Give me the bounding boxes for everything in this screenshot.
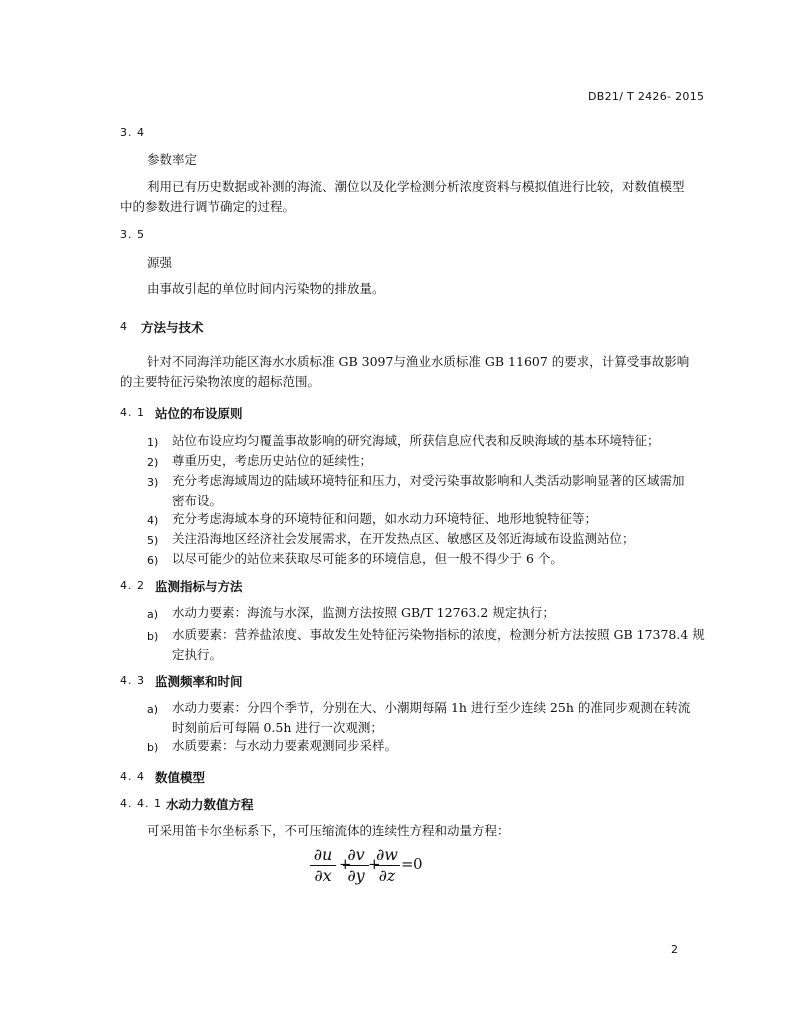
definition-text-line1: 利用已有历史数据或补测的海流、潮位以及化学检测分析浓度资料与模拟值进行比较，对数值模型 [147, 179, 685, 194]
document-code: DB21/ T 2426- 2015 [588, 90, 705, 103]
page-number: 2 [671, 943, 678, 956]
list-item: 水动力要素：分四个季节，分别在大、小潮期每隔 1h 进行至少连续 25h 的准同步观测在转流 [172, 700, 691, 715]
numerator: ∂u [313, 845, 333, 864]
clause-number-3-4: 3. 4 [120, 126, 145, 139]
list-marker: b) [147, 741, 159, 754]
section-title: 监测频率和时间 [155, 674, 243, 689]
list-item: 尊重历史，考虑历史站位的延续性； [172, 453, 373, 468]
clause-number-4: 4 [120, 320, 128, 333]
list-item-continuation: 定执行。 [172, 647, 223, 662]
section-title: 数值模型 [155, 770, 206, 785]
clause-number-3-5: 3. 5 [120, 228, 145, 241]
list-item: 水质要素：与水动力要素观测同步采样。 [172, 738, 398, 753]
term-heading: 参数率定 [147, 152, 198, 167]
list-marker: b) [147, 630, 159, 643]
fraction-bar [310, 865, 336, 866]
list-item-continuation: 时刻前后可每隔 0.5h 进行一次观测； [172, 720, 383, 735]
definition-text-line2: 中的参数进行调节确定的过程。 [120, 199, 296, 214]
numerator: ∂w [376, 845, 398, 864]
list-item: 站位布设应均匀覆盖事故影响的研究海域，所获信息应代表和反映海域的基本环境特征； [172, 433, 660, 448]
paragraph-line1: 针对不同海洋功能区海水水质标准 GB 3097与渔业水质标准 GB 11607 的要求，计算受事故影响 [147, 354, 690, 369]
fraction-du-dx [308, 846, 338, 885]
fraction-dv-dy [341, 846, 371, 885]
list-item: 水质要素：营养盐浓度、事故发生处特征污染物指标的浓度，检测分析方法按照 GB 17378.4 规 [172, 627, 705, 642]
list-marker: 4) [147, 514, 159, 527]
clause-number-4-2: 4. 2 [120, 579, 145, 592]
section-title: 水动力数值方程 [166, 797, 254, 812]
paragraph-line2: 的主要特征污染物浓度的超标范围。 [120, 374, 321, 389]
fraction-bar [343, 865, 369, 866]
list-marker: 2) [147, 456, 159, 469]
list-marker: 1) [147, 436, 159, 449]
list-item: 充分考虑海域周边的陆域环境特征和压力，对受污染事故影响和人类活动影响显著的区域需加 [172, 473, 685, 488]
clause-number-4-4-1: 4. 4. 1 [120, 797, 162, 810]
fraction-bar [374, 865, 400, 866]
clause-number-4-4: 4. 4 [120, 770, 145, 783]
section-title: 监测指标与方法 [155, 579, 243, 594]
list-item: 以尽可能少的站位来获取尽可能多的环境信息，但一般不得少于 6 个。 [172, 551, 563, 566]
denominator: ∂z [378, 866, 396, 885]
equation-rhs: 0 [413, 855, 423, 873]
fraction-dw-dz [372, 846, 402, 885]
numerator: ∂v [347, 845, 365, 864]
list-marker: a) [147, 608, 159, 621]
definition-text: 由事故引起的单位时间内污染物的排放量。 [147, 281, 385, 296]
denominator: ∂y [347, 866, 365, 885]
list-item: 水动力要素：海流与水深，监测方法按照 GB/T 12763.2 规定执行； [172, 605, 555, 620]
list-marker: a) [147, 703, 159, 716]
list-item: 关注沿海地区经济社会发展需求，在开发热点区、敏感区及邻近海域布设监测站位； [172, 531, 635, 546]
list-item-continuation: 密布设。 [172, 493, 223, 508]
list-marker: 3) [147, 476, 159, 489]
equals-sign: = [401, 855, 414, 873]
denominator: ∂x [314, 866, 332, 885]
clause-number-4-3: 4. 3 [120, 674, 145, 687]
list-marker: 5) [147, 534, 159, 547]
plus-sign: + [339, 855, 352, 873]
list-item: 充分考虑海域本身的环境特征和问题，如水动力环境特征、地形地貌特征等； [172, 511, 598, 526]
plus-sign: + [368, 855, 381, 873]
section-title: 方法与技术 [141, 320, 204, 335]
clause-number-4-1: 4. 1 [120, 406, 145, 419]
section-title: 站位的布设原则 [155, 406, 243, 421]
list-marker: 6) [147, 554, 159, 567]
intro-text: 可采用笛卡尔坐标系下，不可压缩流体的连续性方程和动量方程： [147, 823, 510, 838]
term-heading: 源强 [147, 255, 173, 270]
